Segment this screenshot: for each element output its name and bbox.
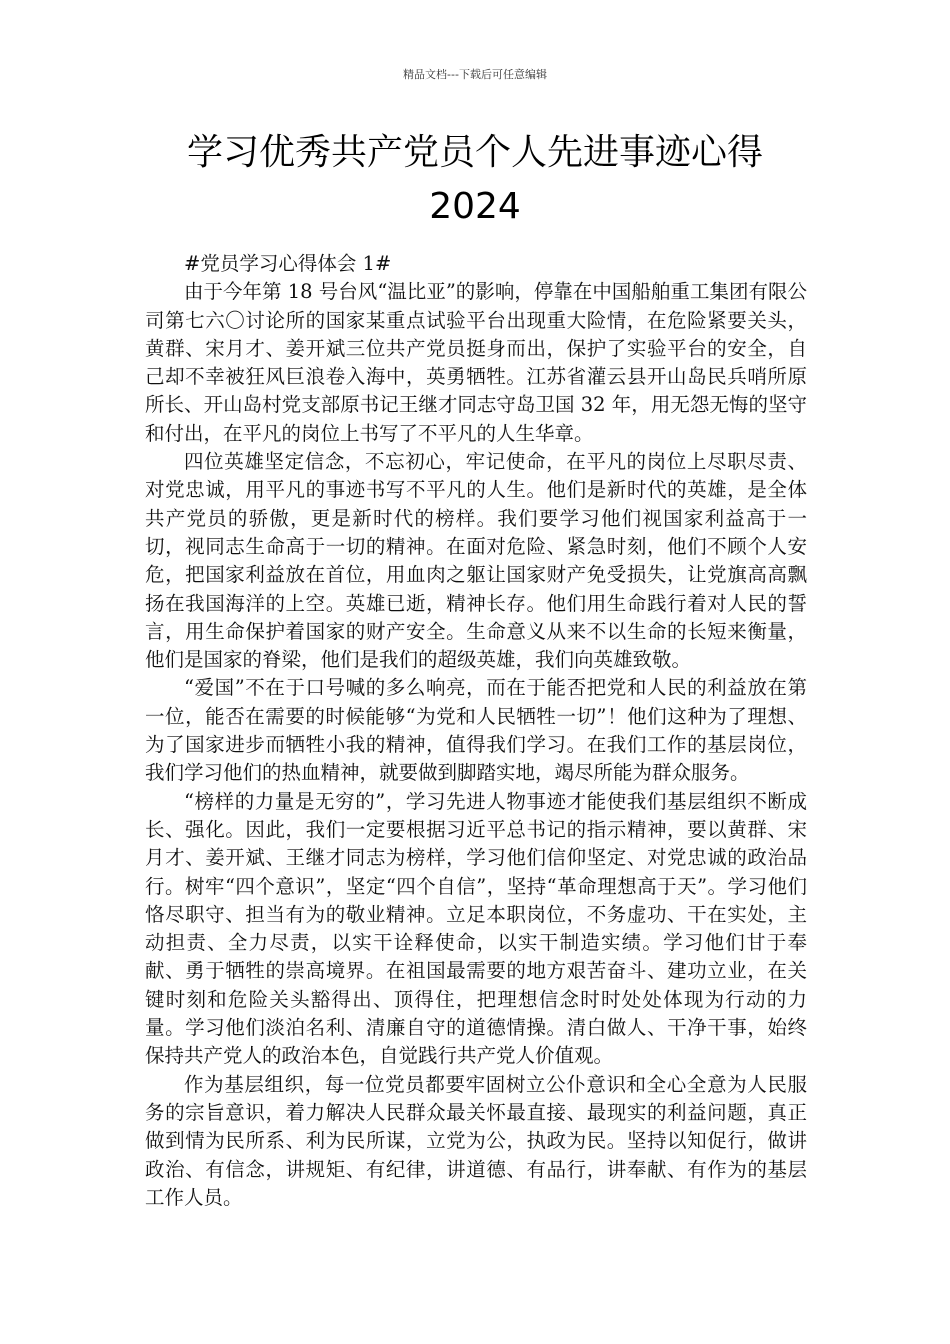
paragraph-3: “爱国”不在于口号喊的多么响亮，而在于能否把党和人民的利益放在第一位，能否在需要的时候能够“为党和人民牺牲一切”！他们这种为了理想、为了国家进步而牺牲小我的精神，值得我们学习。在我们工作的基层岗位，我们学习他们的热血精神，就要做到脚踏实地，竭尽所能为群众服务。: [145, 676, 807, 785]
section-tag: #党员学习心得体会 1#: [184, 252, 392, 275]
paragraph-1: 由于今年第 18 号台风“温比亚”的影响，停靠在中国船舶重工集团有限公司第七六〇讨论所的国家某重点试验平台出现重大险情，在危险紧要关头，黄群、宋月才、姜开斌三位共产党员挺身而出，保护了实验平台的安全，自己却不幸被狂风巨浪卷入海中，英勇牺牲。江苏省灌云县开山岛民兵哨所原所长、开山岛村党支部原书记王继才同志守岛卫国 32 年，用无怨无悔的坚守和付出，在平凡的岗位上书写了不平凡的人生华章。: [145, 280, 807, 445]
paragraph-2: 四位英雄坚定信念，不忘初心，牢记使命，在平凡的岗位上尽职尽责、对党忠诚，用平凡的事迹书写不平凡的人生。他们是新时代的英雄，是全体共产党员的骄傲，更是新时代的榜样。我们要学习他们视国家利益高于一切，视同志生命高于一切的精神。在面对危险、紧急时刻，他们不顾个人安危，把国家利益放在首位，用血肉之躯让国家财产免受损失，让党旗高高飘扬在我国海洋的上空。英雄已逝，精神长存。他们用生命践行着对人民的誓言，用生命保护着国家的财产安全。生命意义从来不以生命的长短来衡量，他们是国家的脊梁，他们是我们的超级英雄，我们向英雄致敬。: [145, 450, 807, 672]
title-line-2: 2024: [429, 186, 521, 227]
document-body: [145, 250, 807, 1212]
paragraph-4: “榜样的力量是无穷的”，学习先进人物事迹才能使我们基层组织不断成长、强化。因此，我们一定要根据习近平总书记的指示精神，要以黄群、宋月才、姜开斌、王继才同志为榜样，学习他们信仰坚定、对党忠诚的政治品行。树牢“四个意识”，坚定“四个自信”，坚持“革命理想高于天”。学习他们恪尽职守、担当有为的敬业精神。立足本职岗位，不务虚功、干在实处，主动担责、全力尽责，以实干诠释使命，以实干制造实绩。学习他们甘于奉献、勇于牺牲的崇高境界。在祖国最需要的地方艰苦奋斗、建功立业，在关键时刻和危险关头豁得出、顶得住，把理想信念时时处处体现为行动的力量。学习他们淡泊名利、清廉自守的道德情操。清白做人、干净干事，始终保持共产党人的政治本色，自觉践行共产党人价值观。: [145, 789, 807, 1068]
document-title: [140, 126, 810, 234]
header-note: 精品文档---下载后可任意编辑: [403, 68, 547, 81]
paragraph-5: 作为基层组织，每一位党员都要牢固树立公仆意识和全心全意为人民服务的宗旨意识，着力解决人民群众最关怀最直接、最现实的利益问题，真正做到情为民所系、利为民所谋，立党为公，执政为民。坚持以知促行，做讲政治、有信念，讲规矩、有纪律，讲道德、有品行，讲奉献、有作为的基层工作人员。: [145, 1072, 807, 1209]
title-line-1: 学习优秀共产党员个人先进事迹心得: [186, 132, 763, 173]
